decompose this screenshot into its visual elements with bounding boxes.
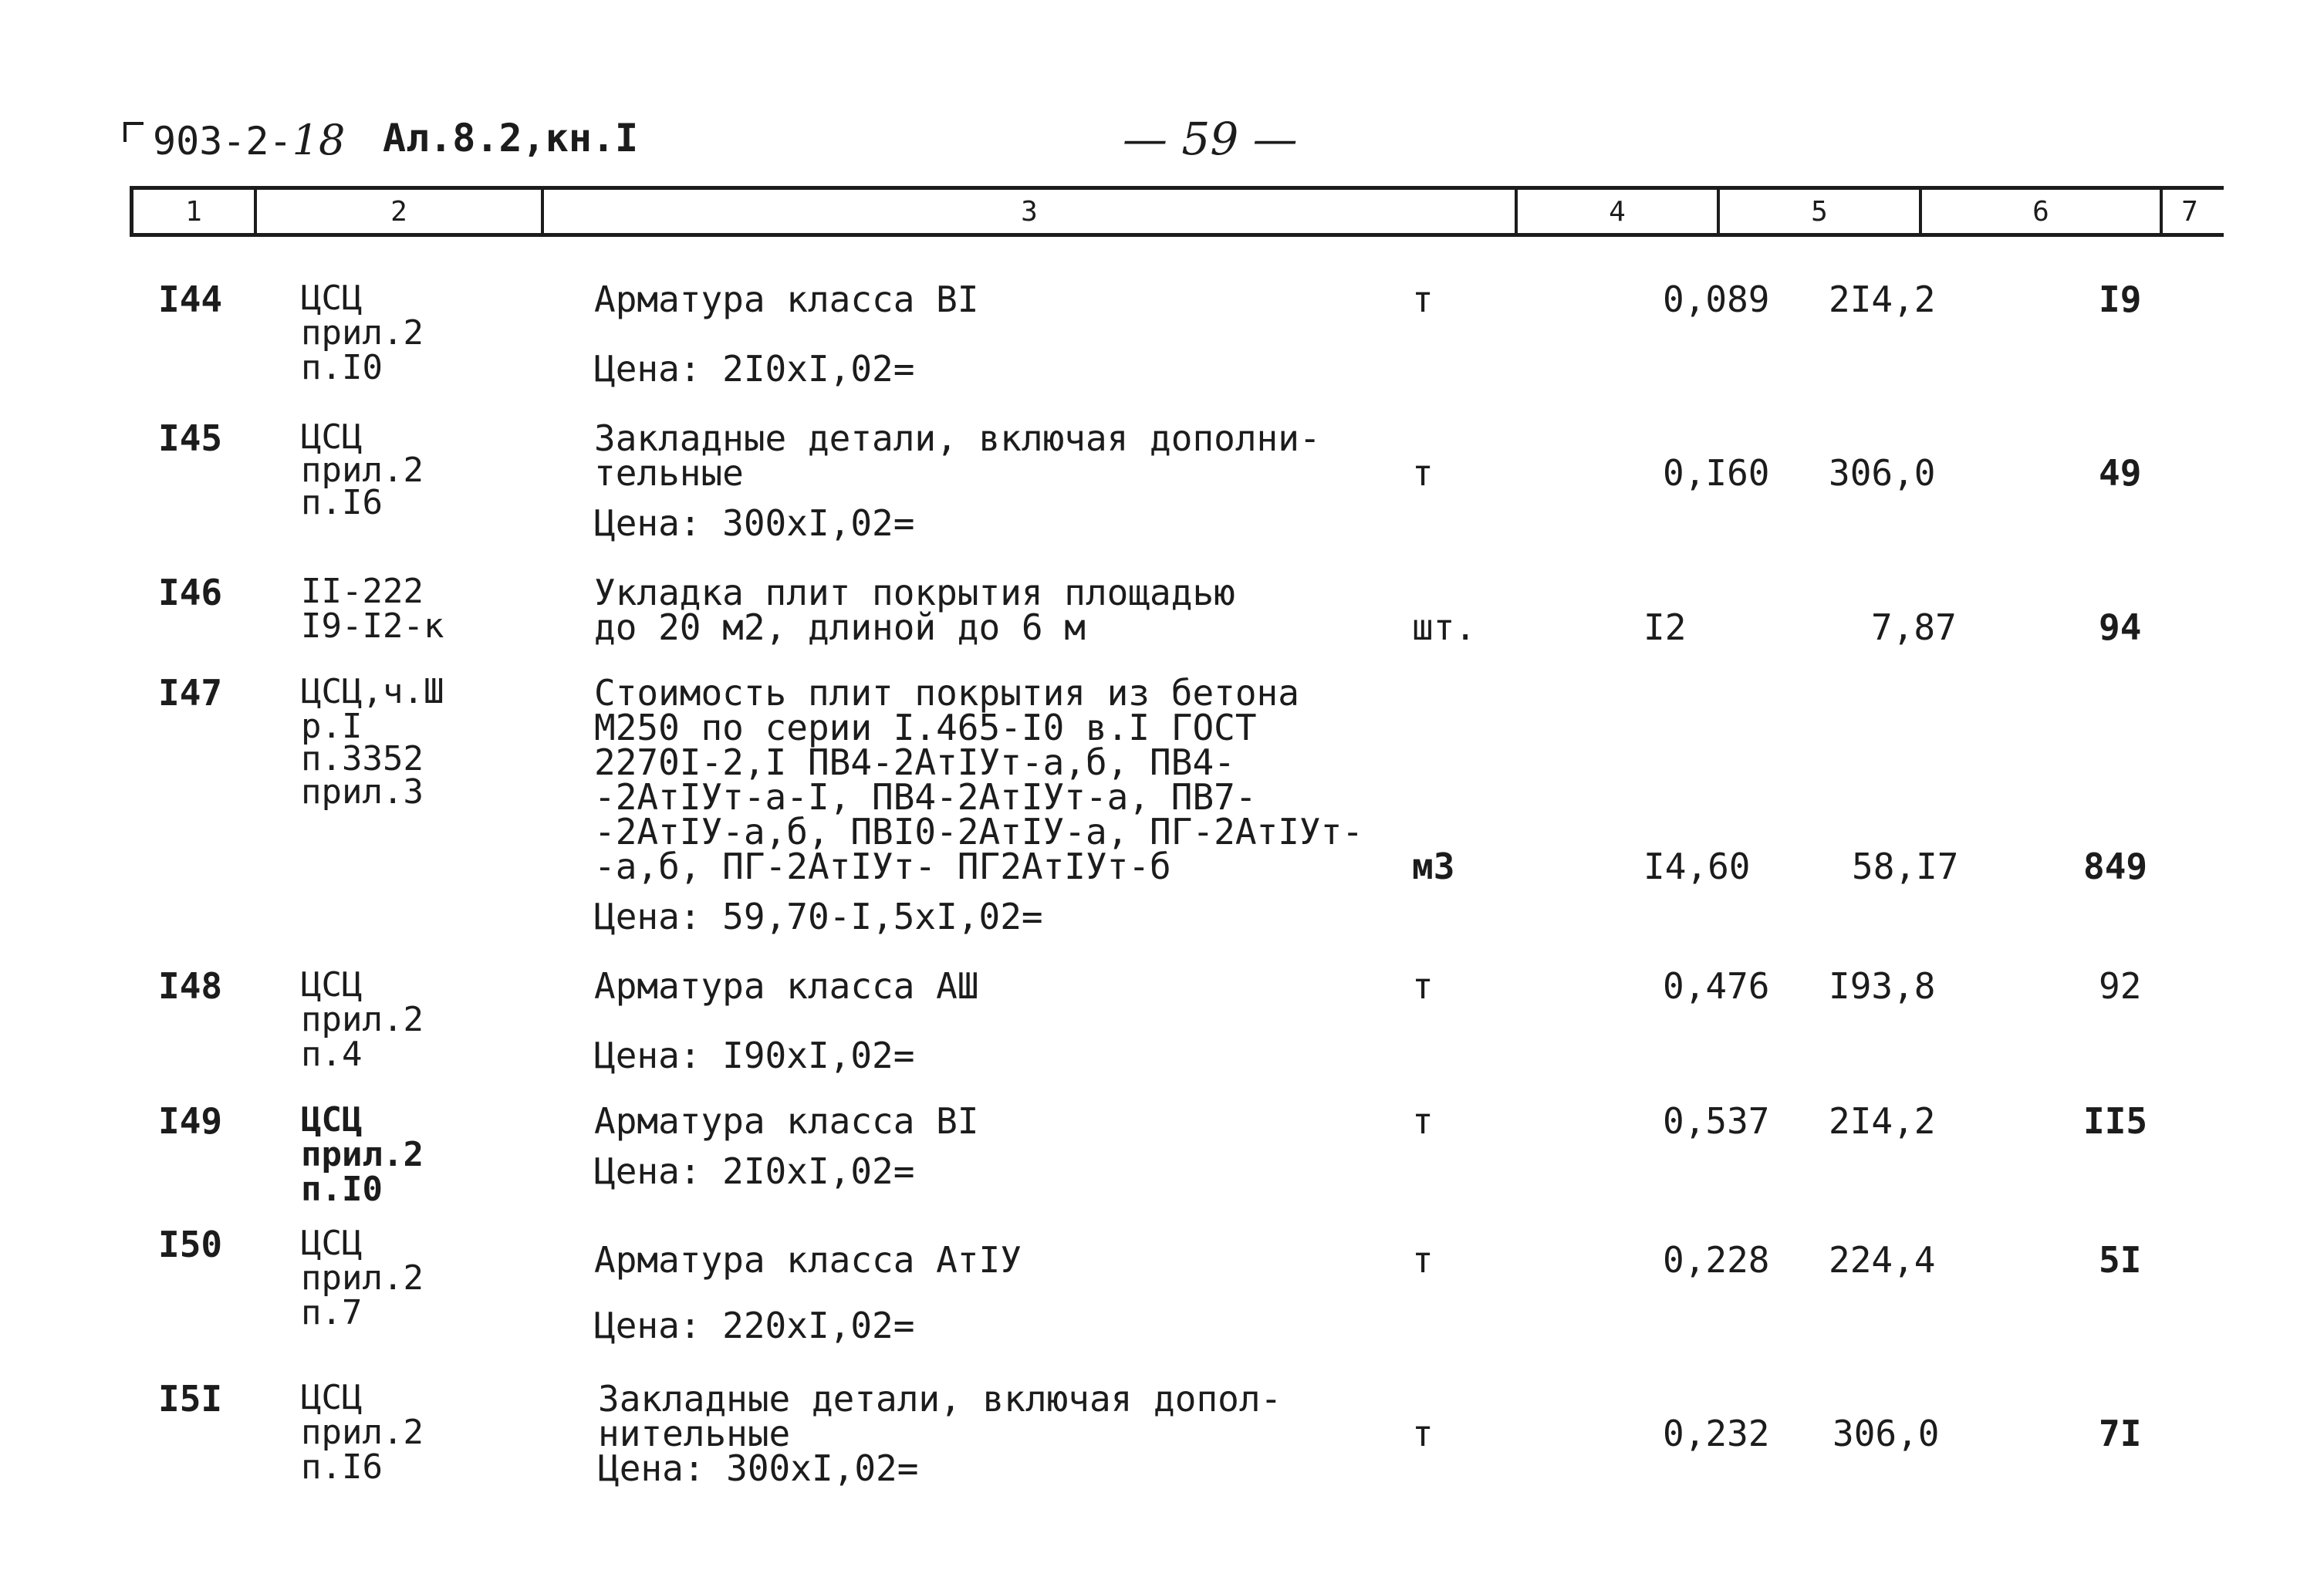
row-number: I45: [158, 417, 223, 459]
column-number-6: 6: [1922, 190, 2163, 233]
price-formula: Цена: 220хI,02=: [594, 1305, 915, 1346]
row-number: I48: [158, 965, 223, 1007]
column-number-5: 5: [1720, 190, 1922, 233]
row-number: I46: [158, 572, 223, 613]
work-description: 2270I-2,I ПВ4-2АтIУт-а,б, ПВ4-: [594, 741, 1235, 783]
price-formula: Цена: I90хI,02=: [594, 1035, 915, 1076]
document-code: [153, 116, 345, 164]
work-description: Арматура класса АШ: [594, 965, 979, 1007]
unit-cost: 2I4,2: [1829, 279, 1936, 320]
reference-line: п.I0: [301, 348, 383, 387]
unit-of-measure: т: [1412, 279, 1434, 320]
work-description: Закладные детали, включая допол-: [598, 1378, 1282, 1420]
row-number: I50: [158, 1224, 223, 1265]
price-formula: Цена: 59,70-I,5хI,02=: [594, 896, 1043, 937]
quantity: 0,I60: [1663, 452, 1770, 494]
work-description: Укладка плит покрытия площадью: [594, 572, 1235, 613]
row-number: I47: [158, 672, 223, 714]
quantity: 0,476: [1663, 965, 1770, 1007]
document-code-prefix: 903-2-: [153, 119, 292, 164]
row-number: I5I: [158, 1378, 223, 1420]
unit-of-measure: т: [1412, 965, 1434, 1007]
reference-line: п.I0: [301, 1170, 383, 1209]
work-description: Арматура класса АтIУ: [594, 1239, 1022, 1281]
reference-line: прил.2: [301, 313, 424, 353]
header-top-line-extension: [2213, 186, 2224, 190]
column-number-4: 4: [1518, 190, 1720, 233]
column-number-header: [130, 186, 2213, 237]
reference-line: прил.2: [301, 1413, 424, 1452]
unit-of-measure: т: [1412, 452, 1434, 494]
unit-cost: 2I4,2: [1829, 1100, 1936, 1142]
work-description: Стоимость плит покрытия из бетона: [594, 672, 1299, 714]
reference-line: п.I6: [301, 483, 383, 522]
reference-line: II-222: [301, 572, 424, 611]
reference-line: ЦСЦ,ч.Ш: [301, 672, 444, 711]
column-number-7: 7: [2181, 195, 2198, 228]
total-cost: 94: [2099, 606, 2142, 648]
reference-line: прил.2: [301, 1135, 424, 1174]
total-cost: 849: [2083, 846, 2148, 887]
page-number: — 59 —: [1123, 113, 1298, 165]
quantity: I2: [1643, 606, 1687, 648]
price-formula: Цена: 2I0хI,02=: [594, 348, 915, 390]
work-description: до 20 м2, длиной до 6 м: [594, 606, 1086, 648]
work-description: Арматура класса BI: [594, 1100, 979, 1142]
work-description: -а,б, ПГ-2АтIУт- ПГ2АтIУт-б: [594, 846, 1171, 887]
price-formula: Цена: 300хI,02=: [594, 502, 915, 544]
unit-cost: I93,8: [1829, 965, 1936, 1007]
reference-line: п.I6: [301, 1447, 383, 1487]
unit-cost: 306,0: [1829, 452, 1936, 494]
unit-of-measure: т: [1412, 1239, 1434, 1281]
work-description: тельные: [594, 452, 744, 494]
reference-line: р.I: [301, 707, 363, 746]
work-description: нительные: [598, 1413, 791, 1454]
reference-line: п.4: [301, 1035, 363, 1074]
quantity: 0,228: [1663, 1239, 1770, 1281]
work-description: Закладные детали, включая дополни-: [594, 417, 1321, 459]
reference-line: ЦСЦ: [301, 417, 363, 457]
work-description: М250 по серии I.465-I0 в.I ГОСТ: [594, 707, 1257, 748]
reference-line: ЦСЦ: [301, 1224, 363, 1263]
unit-cost: 58,I7: [1852, 846, 1959, 887]
reference-line: прил.2: [301, 1258, 424, 1298]
total-cost: 7I: [2099, 1413, 2142, 1454]
row-number: I44: [158, 279, 223, 320]
column-number-1: 1: [133, 190, 257, 233]
header-corner-mark: [123, 122, 144, 142]
reference-line: п.7: [301, 1293, 363, 1332]
reference-line: I9-I2-к: [301, 606, 444, 646]
work-description: Арматура класса BI: [594, 279, 979, 320]
reference-line: ЦСЦ: [301, 965, 363, 1005]
total-cost: II5: [2083, 1100, 2148, 1142]
unit-of-measure: м3: [1412, 846, 1455, 887]
quantity: 0,089: [1663, 279, 1770, 320]
price-formula: Цена: 300хI,02=: [598, 1447, 919, 1489]
unit-of-measure: т: [1412, 1100, 1434, 1142]
unit-cost: 306,0: [1833, 1413, 1940, 1454]
reference-line: прил.3: [301, 772, 424, 812]
document-code-suffix: 18: [292, 116, 346, 164]
total-cost: 5I: [2099, 1239, 2142, 1281]
reference-line: п.3352: [301, 739, 424, 778]
unit-of-measure: т: [1412, 1413, 1434, 1454]
quantity: 0,232: [1663, 1413, 1770, 1454]
reference-line: ЦСЦ: [301, 1100, 363, 1140]
unit-cost: 7,87: [1871, 606, 1957, 648]
header-bottom-line-extension: [2213, 233, 2224, 237]
work-description: -2АтIУт-а-I, ПВ4-2АтIУт-а, ПВ7-: [594, 776, 1257, 818]
column-number-3: 3: [544, 190, 1518, 233]
column-number-2: 2: [257, 190, 544, 233]
total-cost: 92: [2099, 965, 2142, 1007]
work-description: -2АтIУ-а,б, ПВI0-2АтIУ-а, ПГ-2АтIУт-: [594, 811, 1363, 853]
reference-line: прил.2: [301, 451, 424, 490]
unit-of-measure: шт.: [1412, 606, 1477, 648]
reference-line: ЦСЦ: [301, 1378, 363, 1417]
total-cost: 49: [2099, 452, 2142, 494]
unit-cost: 224,4: [1829, 1239, 1936, 1281]
price-formula: Цена: 2I0хI,02=: [594, 1150, 915, 1192]
quantity: I4,60: [1643, 846, 1751, 887]
quantity: 0,537: [1663, 1100, 1770, 1142]
reference-line: ЦСЦ: [301, 279, 363, 318]
reference-line: прил.2: [301, 1000, 424, 1039]
row-number: I49: [158, 1100, 223, 1142]
total-cost: I9: [2099, 279, 2142, 320]
album-reference: Ал.8.2,кн.I: [383, 116, 639, 160]
